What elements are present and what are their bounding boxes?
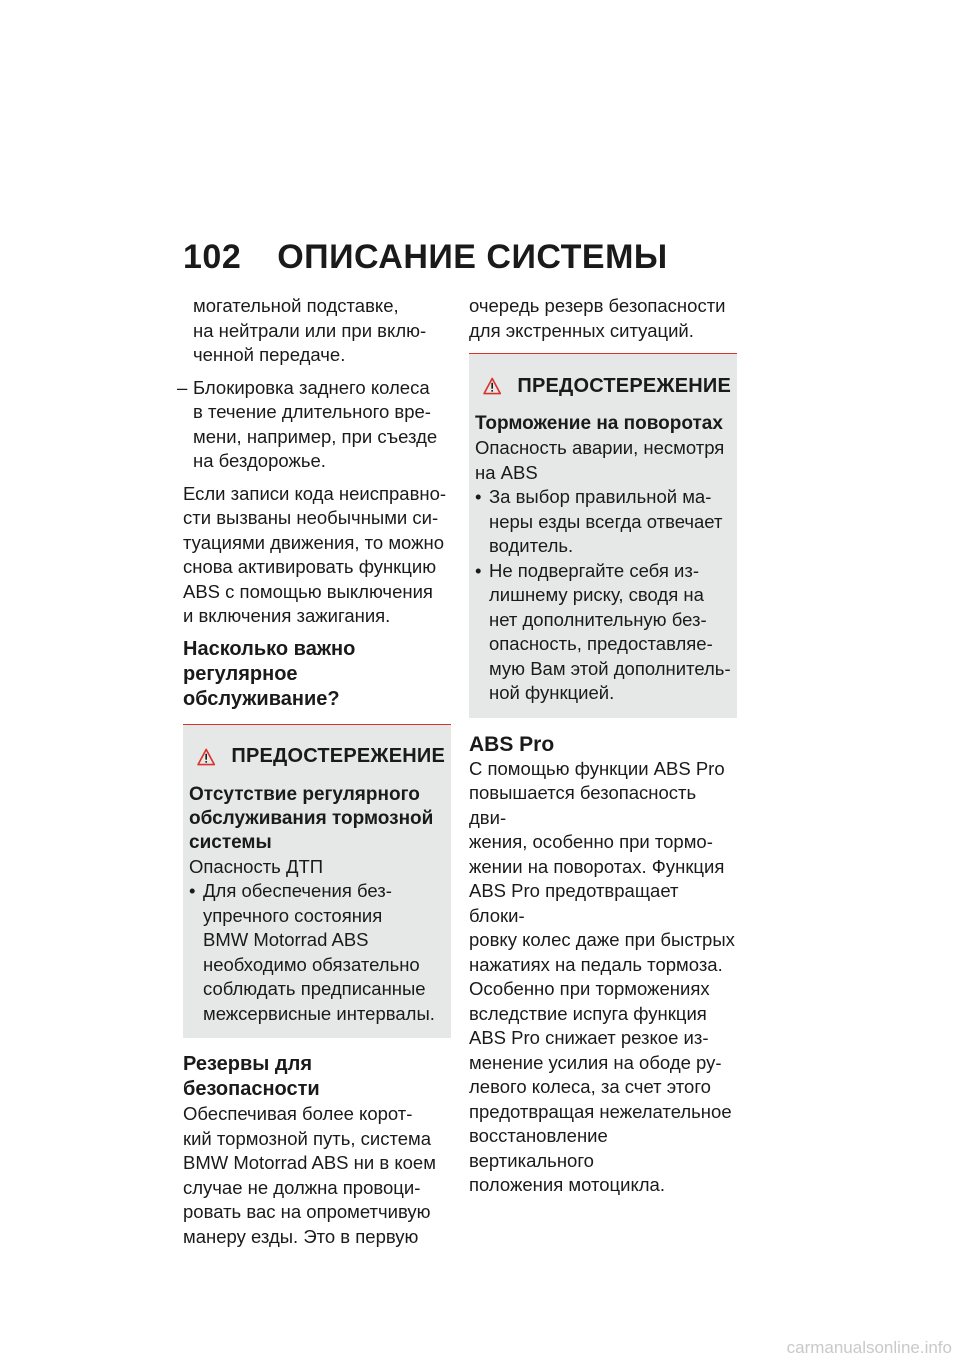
warning-hazard: Опасность ДТП bbox=[189, 855, 324, 877]
left-column bbox=[177, 294, 451, 1257]
page-number: 102 bbox=[183, 238, 242, 276]
warning-triangle-icon bbox=[483, 370, 501, 402]
section-title-safety-reserves: Резервы для безопасности bbox=[183, 1053, 320, 1100]
section-title-maintenance: Насколько важно регулярное обслуживание? bbox=[183, 637, 356, 710]
watermark: carmanualsonline.info bbox=[786, 1338, 952, 1357]
dash-marker: – bbox=[177, 376, 188, 398]
warning-label: ПРЕДОСТЕРЕЖЕНИЕ bbox=[231, 745, 445, 768]
warning-subtitle: Отсутствие регулярного обслуживания тормозной системы bbox=[189, 783, 434, 853]
warning-header bbox=[475, 366, 731, 406]
intro-text: могательной подставке, на нейтрали или при вклю- ченной передаче. bbox=[193, 295, 427, 365]
warning-bullet: • Не подвергайте себя из- лишнему риску, сводя на нет дополнительную без- опасность, предоставляе- мую Вам этой дополнитель- ной функцией. bbox=[475, 559, 731, 703]
warning-header bbox=[189, 737, 445, 777]
warning-label: ПРЕДОСТЕРЕЖЕНИЕ bbox=[517, 374, 731, 397]
right-column bbox=[469, 294, 737, 1206]
warning-subtitle: Торможение на поворотах bbox=[475, 413, 723, 434]
paragraph-safety-reserves: Обеспечивая более корот- кий тормозной путь, система BMW Motorrad ABS ни в коем случае не должна провоци- ровать вас на опрометчивую манеру езды. Это в первую bbox=[183, 1103, 436, 1247]
section-title-abs-pro: ABS Pro bbox=[469, 732, 555, 756]
page-title: ОПИСАНИЕ СИСТЕМЫ bbox=[277, 238, 668, 276]
paragraph-continuation: очередь резерв безопасности для экстренных ситуаций. bbox=[469, 295, 726, 341]
bullet-marker: • bbox=[189, 880, 196, 901]
warning-box-maintenance bbox=[183, 724, 451, 1039]
warning-box-cornering bbox=[469, 353, 737, 718]
paragraph-reactivate-abs: Если записи кода неисправно- сти вызваны необычными си- туациями движения, то можно снова активировать функцию ABS с помощью выключения и включения зажигания. bbox=[183, 482, 447, 626]
warning-bullet: • Для обеспечения без- упречного состояния BMW Motorrad ABS необходимо обязательно соблюдать предписанные межсервисные интервалы. bbox=[189, 880, 435, 1024]
bullet-marker: • bbox=[475, 559, 482, 581]
warning-triangle-icon bbox=[197, 741, 215, 773]
warning-hazard: Опасность аварии, несмотря на ABS bbox=[475, 437, 725, 483]
page-header bbox=[183, 238, 668, 277]
bullet-marker: • bbox=[475, 486, 482, 507]
warning-bullet: • За выбор правильной ма- неры езды всегда отвечает водитель. bbox=[475, 486, 723, 556]
paragraph-abs-pro: С помощью функции ABS Pro повышается безопасность дви- жения, особенно при тормо- жении на поворотах. Функция ABS Pro предотвращает блоки- ровку колес даже при быстрых нажатиях на педаль тормоза. Особенно при торможениях вследствие испуга функция ABS Pro снижает резкое из- менение усилия на ободе ру- левого колеса, за счет этого предотвращая нежелательное восстановление вертикального положения мотоцикла. bbox=[469, 757, 735, 1195]
dash-list-item: – Блокировка заднего колеса в течение длительного вре- мени, например, при съезде на бездорожье. bbox=[177, 376, 438, 471]
